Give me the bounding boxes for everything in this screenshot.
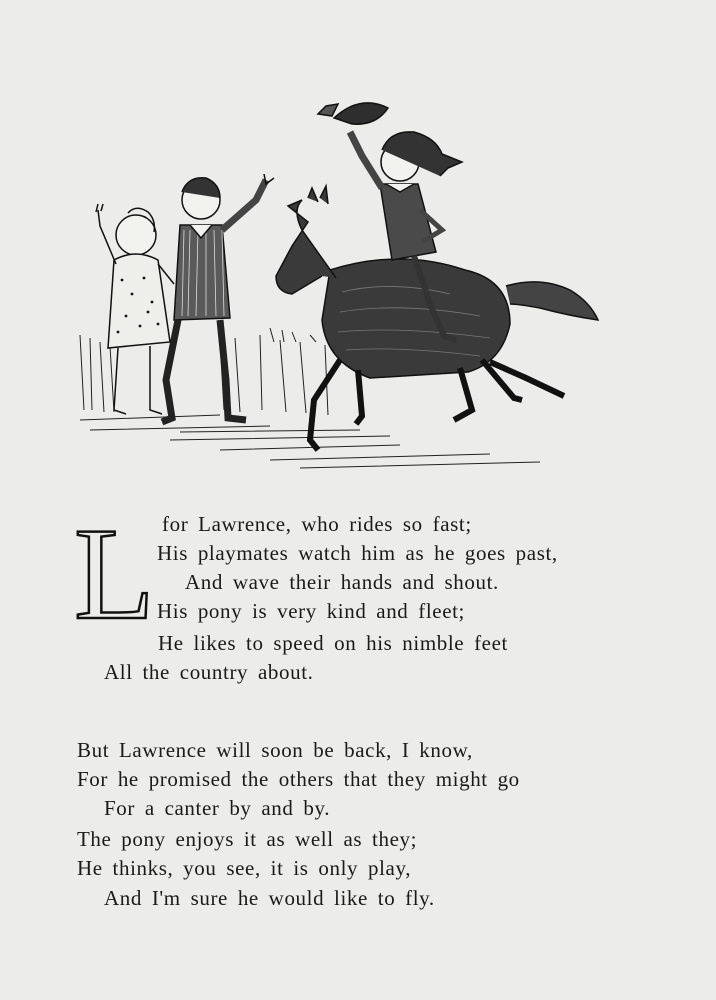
poem-line: The pony enjoys it as well as they; (77, 827, 418, 851)
poem-line: He thinks, you see, it is only play, (77, 856, 412, 880)
boy-figure (162, 174, 274, 422)
small-child-figure (96, 204, 174, 414)
poem-line: And wave their hands and shout. (185, 570, 499, 594)
poem-line: His playmates watch him as he goes past, (157, 541, 558, 565)
poem-line: But Lawrence will soon be back, I know, (77, 738, 473, 762)
drop-cap-initial (74, 500, 155, 647)
poem-line: His pony is very kind and fleet; (157, 599, 465, 623)
poem-line: for Lawrence, who rides so fast; (162, 512, 472, 536)
poem-line: All the country about. (104, 660, 314, 684)
poem-line: For he promised the others that they might go (77, 767, 520, 791)
poem-line: He likes to speed on his nimble feet (158, 631, 508, 655)
drop-cap-letter: L (74, 500, 155, 647)
poem-line: And I'm sure he would like to fly. (104, 886, 435, 910)
pony-rider-illustration (70, 80, 610, 480)
poem-line: For a canter by and by. (104, 796, 331, 820)
